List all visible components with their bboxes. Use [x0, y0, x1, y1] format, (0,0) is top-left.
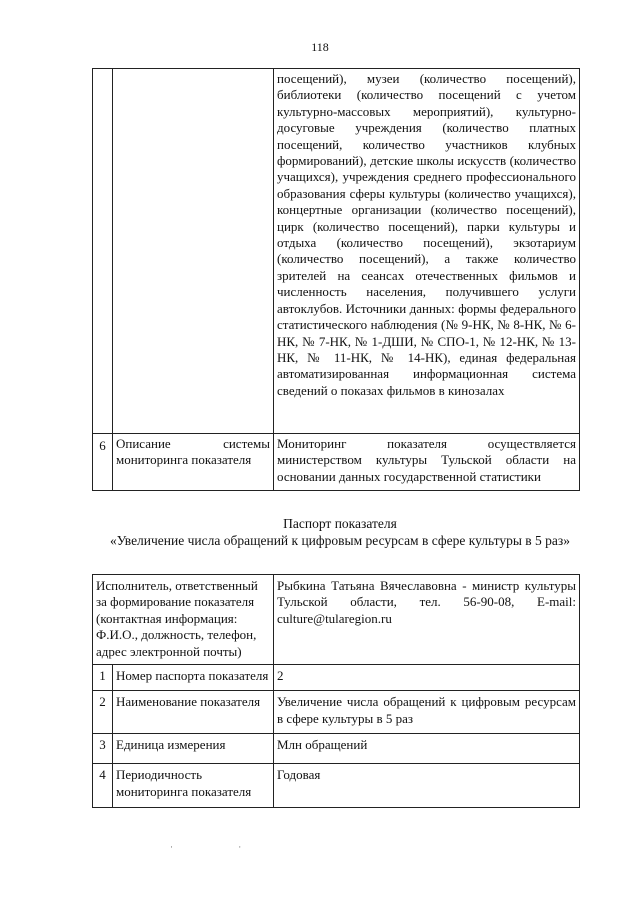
table-row	[93, 665, 580, 691]
row-value: Мониторинг показателя осуществляется министерством культуры Тульской области на основании данных государственной статистики	[274, 434, 580, 491]
table-row	[93, 734, 580, 764]
row-number: 3	[93, 734, 113, 764]
table-row	[93, 691, 580, 734]
row-label: Периодичность мониторинга показателя	[113, 764, 274, 808]
scan-marks: · ·	[170, 842, 242, 852]
table-row	[93, 69, 580, 434]
row-label: Номер паспорта показателя	[113, 665, 274, 691]
indicator-table-continued	[92, 68, 580, 491]
row-label: Описание системы мониторинга показателя	[113, 434, 274, 491]
table-row	[93, 575, 580, 665]
table-cell-num	[93, 69, 113, 434]
row-number: 6	[93, 434, 113, 491]
row-label: Единица измерения	[113, 734, 274, 764]
row-label: Наименование показателя	[113, 691, 274, 734]
table-row	[93, 434, 580, 491]
row-number: 4	[93, 764, 113, 808]
table-cell-value: посещений), музеи (количество посещений), библиотеки (количество посещений с учетом культурно-массовых мероприятий), культурно-досуговые учреждения (количество платных посещений, количество участников клубных формирований), детские школы искусств (количество учащихся), учреждения среднего профессионального образования сферы культуры (количество учащихся), концертные организации (количество посещений), цирк (количество посещений), парки культуры и отдыха (количество посещений), экзотариум (количество посещений), а также количество зрителей на сеансах отечественных фильмов и численность населения, получившего услуги автоклубов. Источники данных: формы федерального статистического наблюдения (№ 9-НК, № 8-НК, № 6-НК, № 7-НК, № 1-ДШИ, № СПО-1, № 12-НК, № 13-НК, № 11-НК, № 14-НК), единая федеральная автоматизированная информационная система сведений о показах фильмов в кинозалах	[274, 69, 580, 434]
page-number: 118	[311, 40, 329, 54]
executor-value: Рыбкина Татьяна Вячеславовна - министр культуры Тульской области, тел. 56-90-08, E-mail: culture@tularegion.ru	[274, 575, 580, 665]
row-number: 1	[93, 665, 113, 691]
passport-subtitle: «Увеличение числа обращений к цифровым ресурсам в сфере культуры в 5 раз»	[109, 533, 571, 548]
executor-label: Исполнитель, ответственный за формирование показателя (контактная информация: Ф.И.О., должность, телефон, адрес электронной почты)	[93, 575, 274, 665]
row-number: 2	[93, 691, 113, 734]
passport-table	[92, 574, 580, 808]
passport-heading	[40, 515, 640, 549]
table-row	[93, 764, 580, 808]
row-value: Увеличение числа обращений к цифровым ресурсам в сфере культуры в 5 раз	[274, 691, 580, 734]
table-cell-label	[113, 69, 274, 434]
row-value: Млн обращений	[274, 734, 580, 764]
passport-title: Паспорт показателя	[283, 516, 397, 531]
row-value: Годовая	[274, 764, 580, 808]
row-value: 2	[274, 665, 580, 691]
